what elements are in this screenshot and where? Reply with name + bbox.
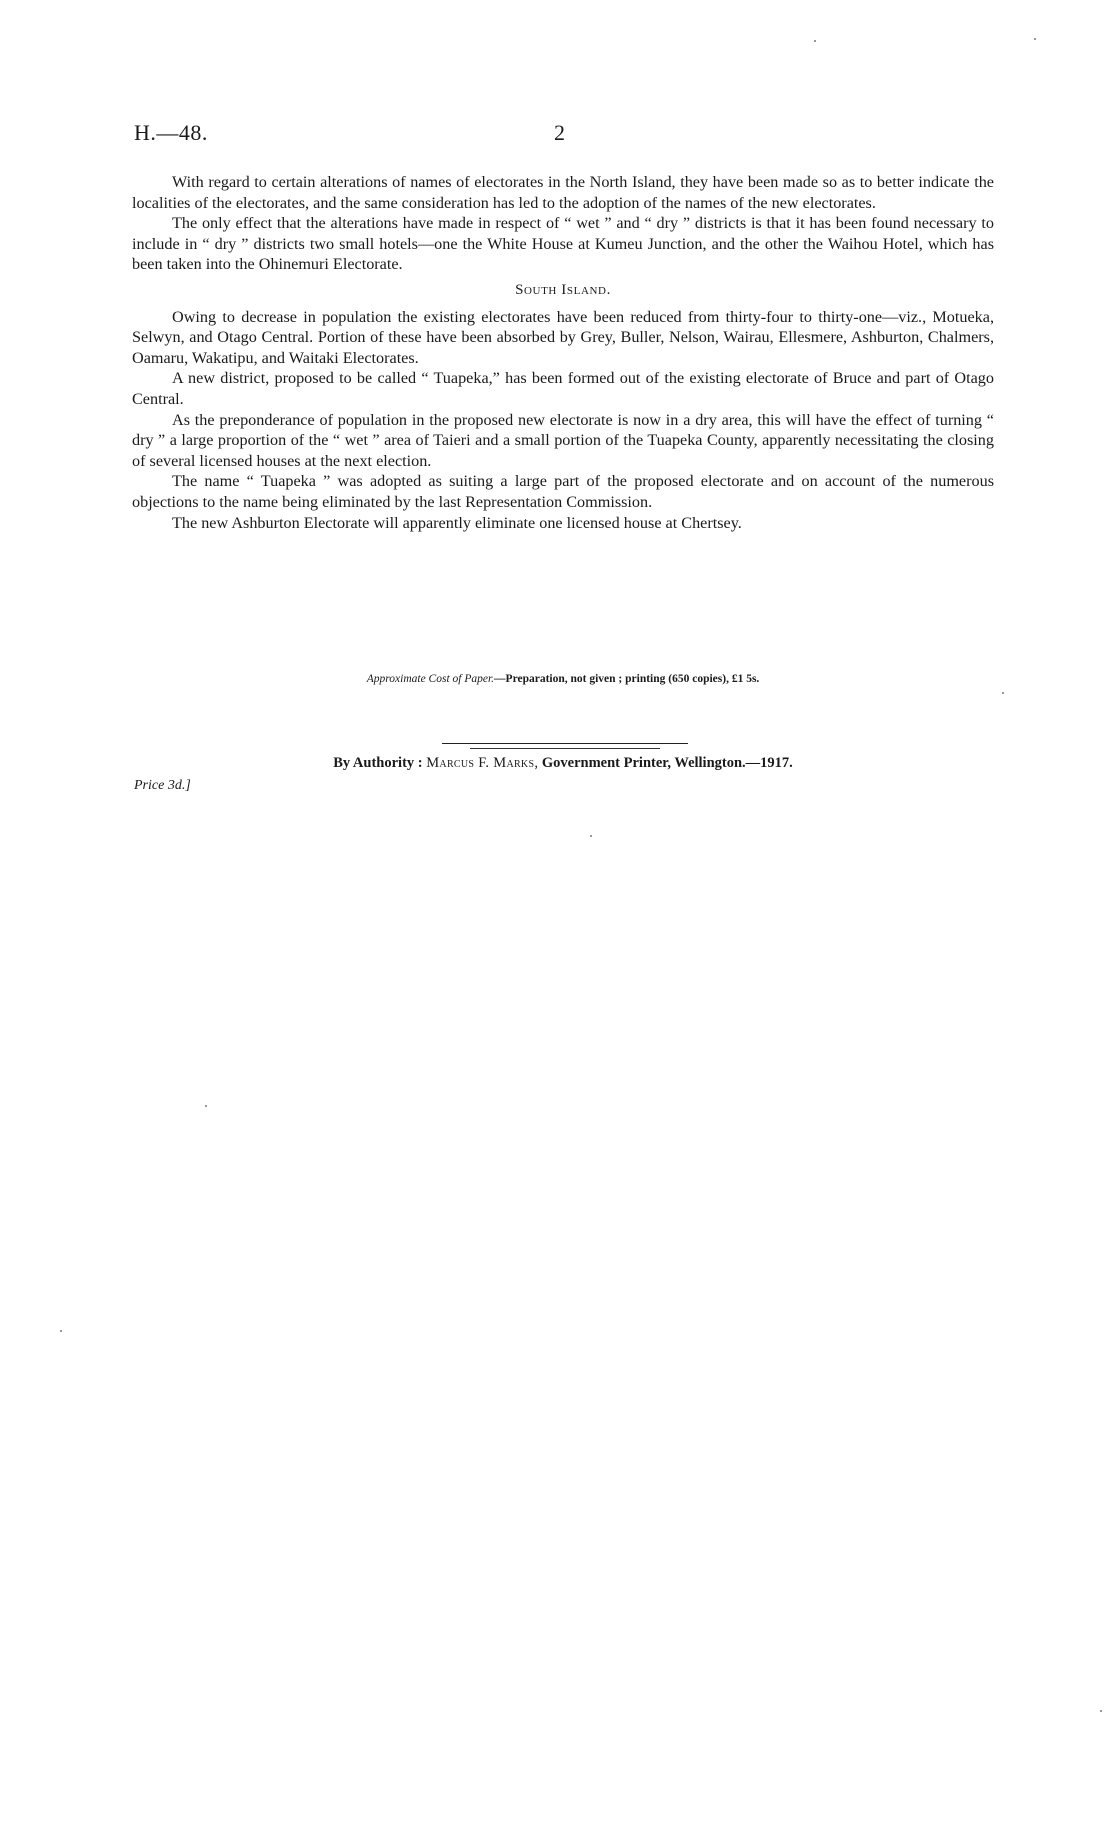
imprint-suffix: Government Printer, Wellington.—1917. (541, 755, 793, 771)
printer-imprint (132, 755, 994, 772)
scan-speck (814, 40, 816, 42)
scan-speck (1100, 1710, 1102, 1712)
price-label: Price 3d.] (134, 778, 191, 793)
paragraph-wet-dry-districts: The only effect that the alterations have made in respect of “ wet ” and “ dry ” districts is that it has been found necessary to include in “ dry ” districts two small hotels—one the White House at Kumeu Junction, and the other the Waihou Hotel, which has been taken into the Ohinemuri Electorate. (132, 214, 994, 274)
scan-speck (205, 1105, 207, 1107)
scan-speck (1002, 692, 1004, 694)
divider-rule-secondary (470, 748, 660, 749)
document-reference: H.—48. (134, 120, 208, 145)
body-text (132, 172, 994, 533)
imprint-prefix: By Authority : (333, 755, 423, 771)
paragraph-ashburton: The new Ashburton Electorate will apparently eliminate one licensed house at Chertsey. (172, 513, 742, 532)
paragraph-population-decrease: Owing to decrease in population the existing electorates have been reduced from thirty-four to thirty-one—viz., Motueka, Selwyn, and Otago Central. Portion of these have been absorbed by Grey, Buller, Nelson, Wairau, Ellesmere, Ashburton, Chalmers, Oamaru, Wakatipu, and Waitaki Electorates. (132, 307, 994, 367)
paragraph-tuapeka-name: The name “ Tuapeka ” was adopted as suiting a large part of the proposed electorate and on account of the numerous objections to the name being eliminated by the last Representation Commission. (132, 472, 994, 511)
section-heading-south-island: South Island. (515, 281, 611, 298)
imprint-printer-name: Marcus F. Marks, (426, 755, 539, 771)
page-header (134, 120, 994, 150)
divider-rule (442, 743, 688, 744)
scan-speck (590, 835, 592, 837)
paragraph-tuapeka-district: A new district, proposed to be called “ Tuapeka,” has been formed out of the existing electorate of Bruce and part of Otago Central. (132, 369, 994, 408)
paragraph-preponderance: As the preponderance of population in the proposed new electorate is now in a dry area, this will have the effect of turning “ dry ” a large proportion of the “ wet ” area of Taieri and a small portion of the Tuapeka County, apparently necessitating the closing of several licensed houses at the next election. (132, 410, 994, 470)
page-number: 2 (554, 120, 565, 145)
scan-speck (60, 1330, 62, 1332)
cost-of-paper-line (132, 673, 994, 685)
cost-detail: —Preparation, not given ; printing (650 copies), £1 5s. (494, 673, 760, 685)
paragraph-north-island-names: With regard to certain alterations of names of electorates in the North Island, they have been made so as to better indicate the localities of the electorates, and the same consideration has led to the adoption of the names of the new electorates. (132, 173, 994, 212)
scan-speck (1034, 38, 1036, 40)
cost-label: Approximate Cost of Paper. (366, 673, 495, 685)
